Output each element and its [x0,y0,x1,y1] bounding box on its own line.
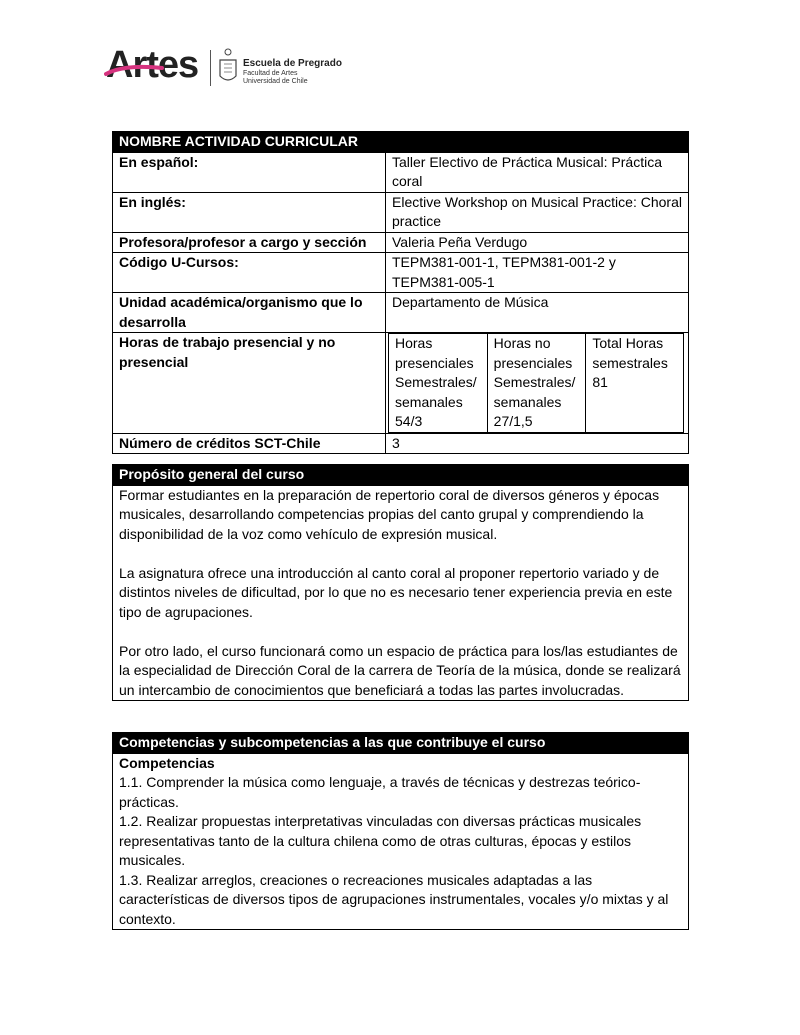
activity-table [112,131,689,454]
row-value: Taller Electivo de Práctica Musical: Práctica coral [386,152,689,192]
row-label: Profesora/profesor a cargo y sección [113,232,386,253]
university-name: Universidad de Chile [243,78,308,85]
row-value: Departamento de Música [386,293,689,333]
purpose-paragraph: Por otro lado, el curso funcionará como un espacio de práctica para los/las estudiantes de la especialidad de Dirección Coral de la carrera de Teoría de la música, donde se realizará un intercambio de conocimientos que beneficiará a todas las partes involucradas. [119,642,681,698]
purpose-paragraph: La asignatura ofrece una introducción al canto coral al proponer repertorio variado y de distintos niveles de dificultad, por lo que no es necesario tener experiencia previa en este tipo de agrupaciones. [119,564,673,620]
row-label: En español: [113,152,386,192]
row-label: En inglés: [113,192,386,232]
logo-swoosh-icon [104,62,164,78]
hours-total: Total Horas semestrales 81 [586,334,684,433]
row-value: Elective Workshop on Musical Practice: Choral practice [386,192,689,232]
table-row [113,232,689,253]
hours-no-presencial: Horas no presenciales Semestrales/ semanales 27/1,5 [487,334,586,433]
competencies-subtitle: Competencias [119,754,215,771]
hours-presencial: Horas presenciales Semestrales/ semanales 54/3 [389,334,488,433]
purpose-table [112,464,689,701]
logo-divider [210,50,211,86]
hours-label: Horas de trabajo presencial y no presencial [113,333,386,434]
table-row [113,152,689,192]
purpose-paragraph: Formar estudiantes en la preparación de repertorio coral de diversos géneros y épocas musicales, desarrollando competencias propias del canto grupal y comprendiendo la disponibilidad de la voz como vehículo de expresión musical. [119,486,660,542]
competency-item: 1.1. Comprender la música como lenguaje, a través de técnicas y destrezas teórico-prácticas. [119,774,641,810]
activity-table-title: NOMBRE ACTIVIDAD CURRICULAR [113,132,689,153]
row-label: Código U-Cursos: [113,253,386,293]
table-row [113,293,689,333]
school-subtitle [243,70,308,86]
competencies-body [113,753,689,930]
credits-label: Número de créditos SCT-Chile [113,433,386,454]
university-crest-icon [217,46,239,86]
school-name: Escuela de Pregrado [243,58,342,69]
competency-item: 1.3. Realizar arreglos, creaciones o recreaciones musicales adaptadas a las características de diversos tipos de agrupaciones instrumentales, vocales y/o mixtas y al contexto. [119,871,669,927]
row-label: Unidad académica/organismo que lo desarrolla [113,293,386,333]
purpose-title: Propósito general del curso [113,465,689,486]
logo-artes-text: Artes [106,44,199,86]
faculty-name: Facultad de Artes [243,70,298,77]
table-row-hours [113,333,689,434]
credits-value: 3 [386,433,689,454]
row-value: TEPM381-001-1, TEPM381-001-2 y TEPM381-005-1 [386,253,689,293]
competency-item: 1.2. Realizar propuestas interpretativas vinculadas con diversas prácticas musicales representativas tanto de la cultura chilena como de otras culturas, épocas y estilos musicales. [119,813,642,868]
table-row [113,192,689,232]
competencies-title: Competencias y subcompetencias a las que contribuye el curso [113,733,689,754]
table-row [113,433,689,454]
row-value: Valeria Peña Verdugo [386,232,689,253]
hours-subtable [388,333,684,433]
competencies-table [112,732,689,930]
purpose-body [113,485,689,701]
institution-logo [106,42,406,88]
table-row [113,253,689,293]
